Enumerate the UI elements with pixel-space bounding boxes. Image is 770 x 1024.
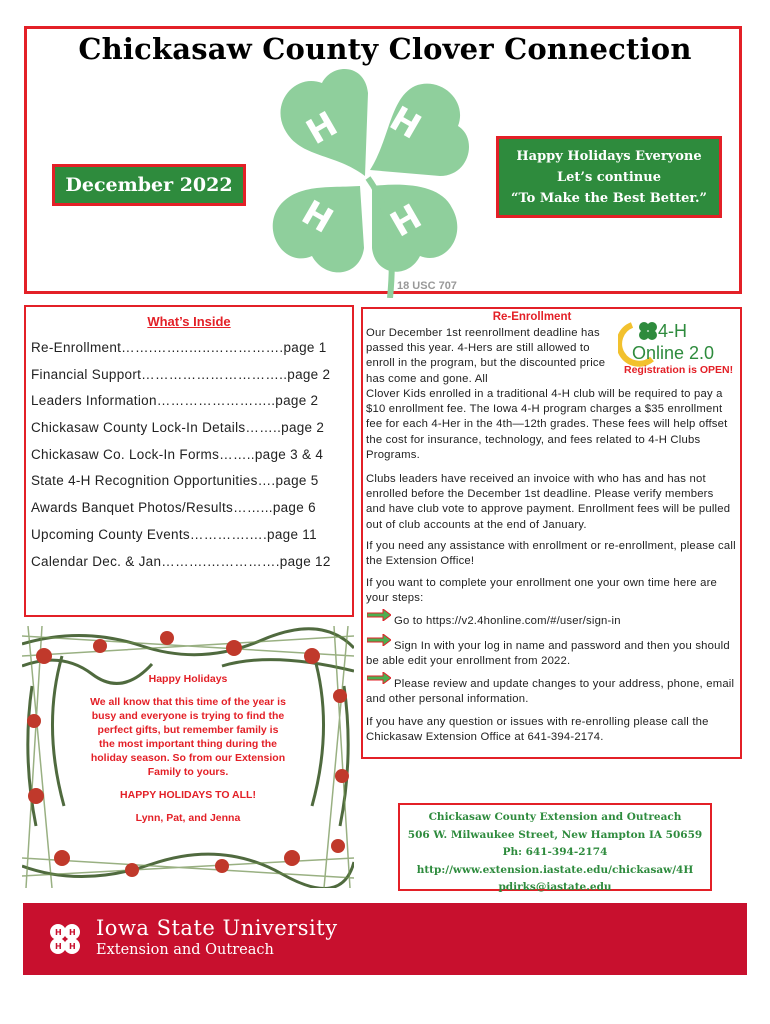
footer-subtitle: Extension and Outreach [96,942,274,958]
enrollment-step: Go to https://v2.4honline.com/#/user/sign-in [394,615,621,627]
enrollment-step: Please review and update changes to your address, phone, email and other personal information. [366,678,735,706]
reenrollment-paragraph: If you need any assistance with enrollment or re-enrollment, please call the Extension Office! [366,540,736,568]
svg-text:H: H [383,196,429,246]
logo-online-text: Online 2.0 [632,343,715,363]
contact-email-link[interactable]: pdirks@iastate.edu [498,881,612,893]
reenrollment-paragraph: Clubs leaders have received an invoice with who has and has not enrolled before the December 1st deadline. Please verify members and have club vote to approve payment. Enrollment fees will be pulled out of club accounts at the end of January. [366,473,731,531]
toc-item: Upcoming County Events………….….page 11 [31,526,317,542]
card-closing: HAPPY HOLIDAYS TO ALL! [120,789,256,801]
holiday-message-box [496,136,722,218]
toc-item: Financial Support…………………………..page 2 [31,366,331,382]
4h-clover-logo [240,58,490,298]
contact-org: Chickasaw County Extension and Outreach [428,811,682,823]
registration-open-label: Registration is OPEN! [624,364,734,376]
table-of-contents [31,338,349,578]
toc-item: State 4-H Recognition Opportunities….page 5 [31,473,319,489]
reenrollment-title: Re-Enrollment [492,311,572,323]
toc-item: Leaders Information……………………..page 2 [31,393,319,409]
holiday-line: “To Make the Best Better.” [510,190,708,206]
whats-inside-title: What’s Inside [147,314,231,329]
holiday-line: Let’s continue [557,169,661,185]
page-title: Chickasaw County Clover Connection [78,32,692,66]
svg-text:H: H [69,942,76,951]
footer-university-name: Iowa State University [96,916,338,940]
contact-website-link[interactable]: http://www.extension.iastate.edu/chickasaw/4H [416,863,694,876]
toc-item: Re-Enrollment…….……..…..…………….page 1 [31,340,327,355]
holiday-card-text [90,672,286,834]
holiday-line: Happy Holidays Everyone [516,148,702,164]
clover-icon [44,918,86,960]
reenrollment-paragraph: Our December 1st reenrollment deadline has passed this year. 4-Hers are still allowed to enroll in the program, but the discounted price has come and gone. All [366,327,606,385]
contact-phone: Ph: 641-394-2174 [502,846,608,858]
reenrollment-paragraph: If you have any question or issues with re-enrolling please call the Chickasaw Extension Office at 641-394-2174. [366,716,709,744]
contact-info [398,809,712,897]
toc-item: Calendar Dec. & Jan……….…………….page 12 [31,553,331,569]
svg-text:H: H [294,192,340,242]
svg-text:H: H [299,104,345,153]
toc-item: Chickasaw County Lock-In Details……..page 2 [31,420,325,436]
card-message: We all know that this time of the year is busy and everyone is trying to find the perfect gifts, but remember family is the most important thing during the holiday season. So from our Extension Family to yours. [90,696,286,778]
card-heading: Happy Holidays [148,673,228,685]
reenrollment-paragraph: If you want to complete your enrollment one your own time here are your steps: [366,577,718,605]
usc-mark: 18 USC 707 [397,280,457,292]
contact-address: 506 W. Milwaukee Street, New Hampton IA 50659 [407,828,703,841]
enrollment-step: Sign In with your log in name and password and then you should be able edit your enrollment from 2022. [366,640,730,668]
svg-text:H: H [382,98,428,148]
reenrollment-paragraph: Clover Kids enrolled in a traditional 4-H club will be required to pay a $10 enrollment fee. The Iowa 4-H program charges a $35 enrollment fee for each 4-Her in the 4th—12th grades. These fees will help offset the cost for insurance, technology, and fees related to 4-H Clubs Programs. [366,388,728,461]
toc-item: Chickasaw Co. Lock-In Forms……..page 3 & 4 [31,446,324,462]
svg-text:H: H [55,928,62,937]
svg-text:H: H [69,928,76,937]
toc-item: Awards Banquet Photos/Results……...page 6 [31,500,316,516]
issue-date: December 2022 [52,164,246,206]
logo-4h-text: 4-H [658,321,688,341]
svg-text:H: H [55,942,62,951]
card-signature: Lynn, Pat, and Jenna [135,812,241,824]
